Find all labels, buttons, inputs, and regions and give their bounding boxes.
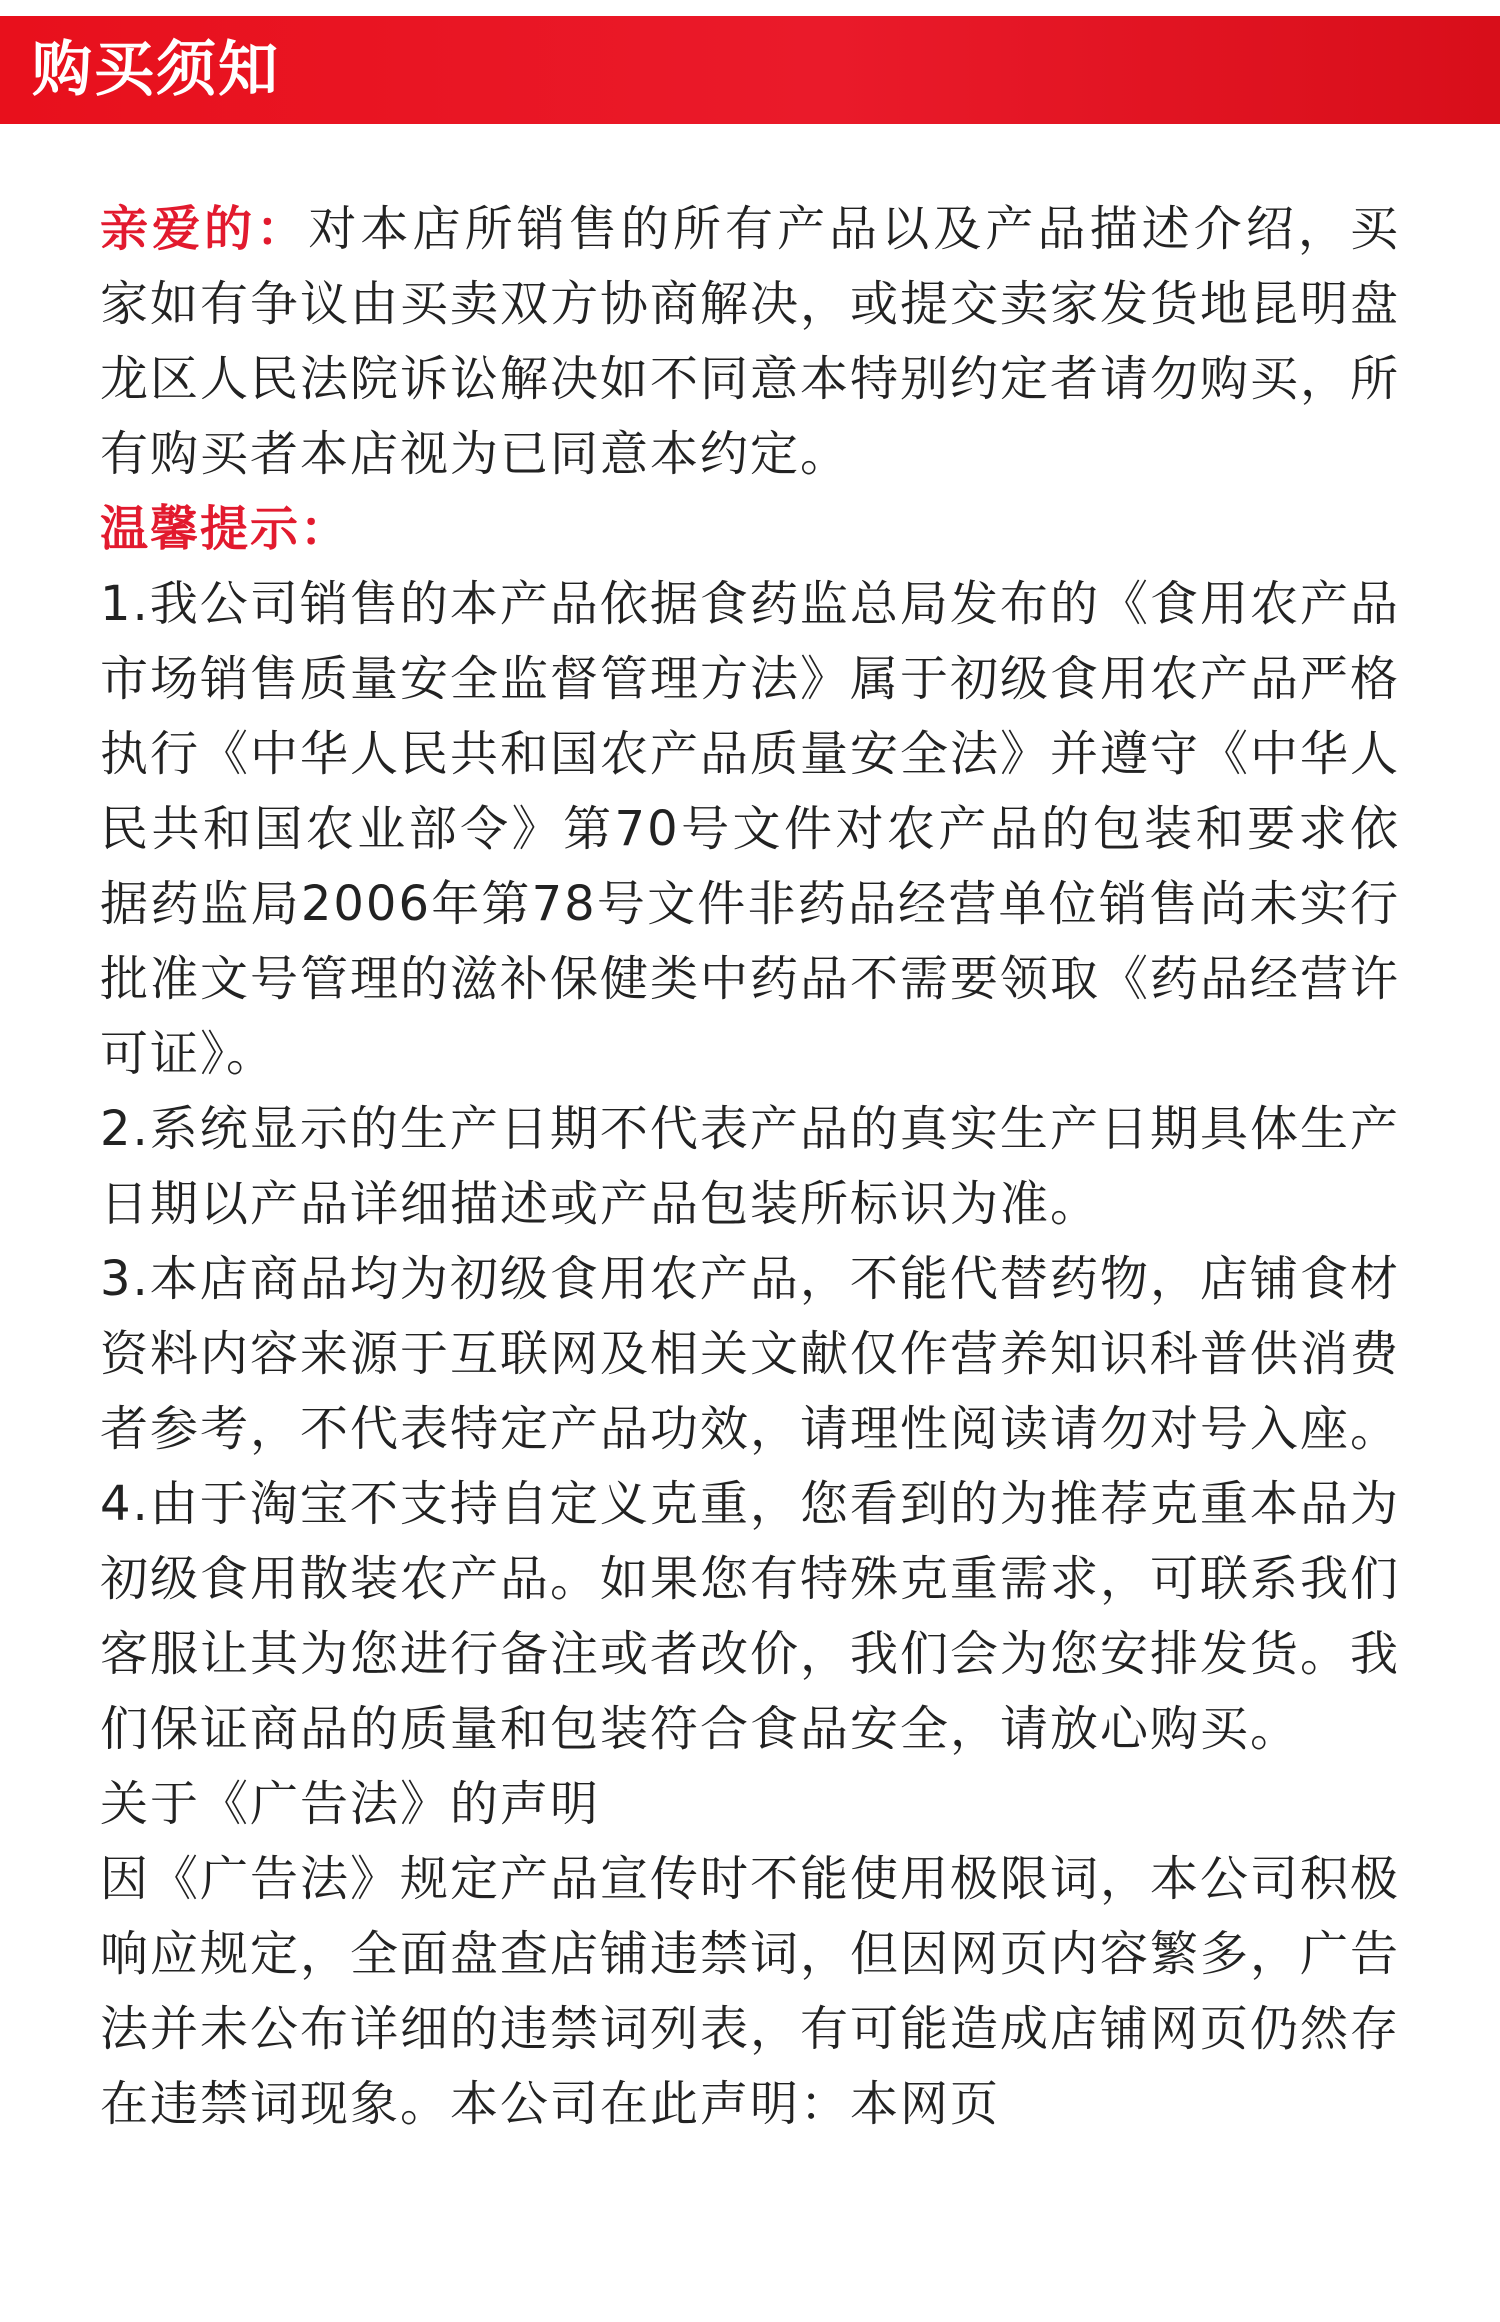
- intro-label: 亲爱的：: [100, 201, 309, 257]
- tip-item-3: 3.本店商品均为初级食用农产品，不能代替药物，店铺食材资料内容来源于互联网及相关文献仅作营养知识科普供消费者参考，不代表特定产品功效，请理性阅读请勿对号入座。: [100, 1251, 1401, 1457]
- page-title: 购买须知: [32, 35, 280, 105]
- header-bar: [0, 16, 1500, 124]
- tips-heading: 温馨提示：: [100, 501, 351, 557]
- notice-content: [100, 192, 1400, 2142]
- intro-text: 对本店所销售的所有产品以及产品描述介绍，买家如有争议由买卖双方协商解决，或提交卖家发货地昆明盘龙区人民法院诉讼解决如不同意本特别约定者请勿购买，所有购买者本店视为已同意本约定。: [100, 201, 1401, 482]
- ad-law-text: 因《广告法》规定产品宣传时不能使用极限词，本公司积极响应规定，全面盘查店铺违禁词，但因网页内容繁多，广告法并未公布详细的违禁词列表，有可能造成店铺网页仍然存在违禁词现象。本公司在此声明：本网页: [100, 1851, 1401, 2132]
- intro-paragraph: [100, 192, 1400, 492]
- tip-item-1: 1.我公司销售的本产品依据食药监总局发布的《食用农产品市场销售质量安全监督管理方法》属于初级食用农产品严格执行《中华人民共和国农产品质量安全法》并遵守《中华人民共和国农业部令》第70号文件对农产品的包装和要求依据药监局2006年第78号文件非药品经营单位销售尚未实行批准文号管理的滋补保健类中药品不需要领取《药品经营许可证》。: [100, 576, 1401, 1082]
- ad-law-heading: 关于《广告法》的声明: [100, 1776, 601, 1832]
- tip-item-4: 4.由于淘宝不支持自定义克重，您看到的为推荐克重本品为初级食用散装农产品。如果您有特殊克重需求，可联系我们客服让其为您进行备注或者改价，我们会为您安排发货。我们保证商品的质量和包装符合食品安全，请放心购买。: [100, 1476, 1401, 1757]
- tip-item-2: 2.系统显示的生产日期不代表产品的真实生产日期具体生产日期以产品详细描述或产品包装所标识为准。: [100, 1101, 1400, 1232]
